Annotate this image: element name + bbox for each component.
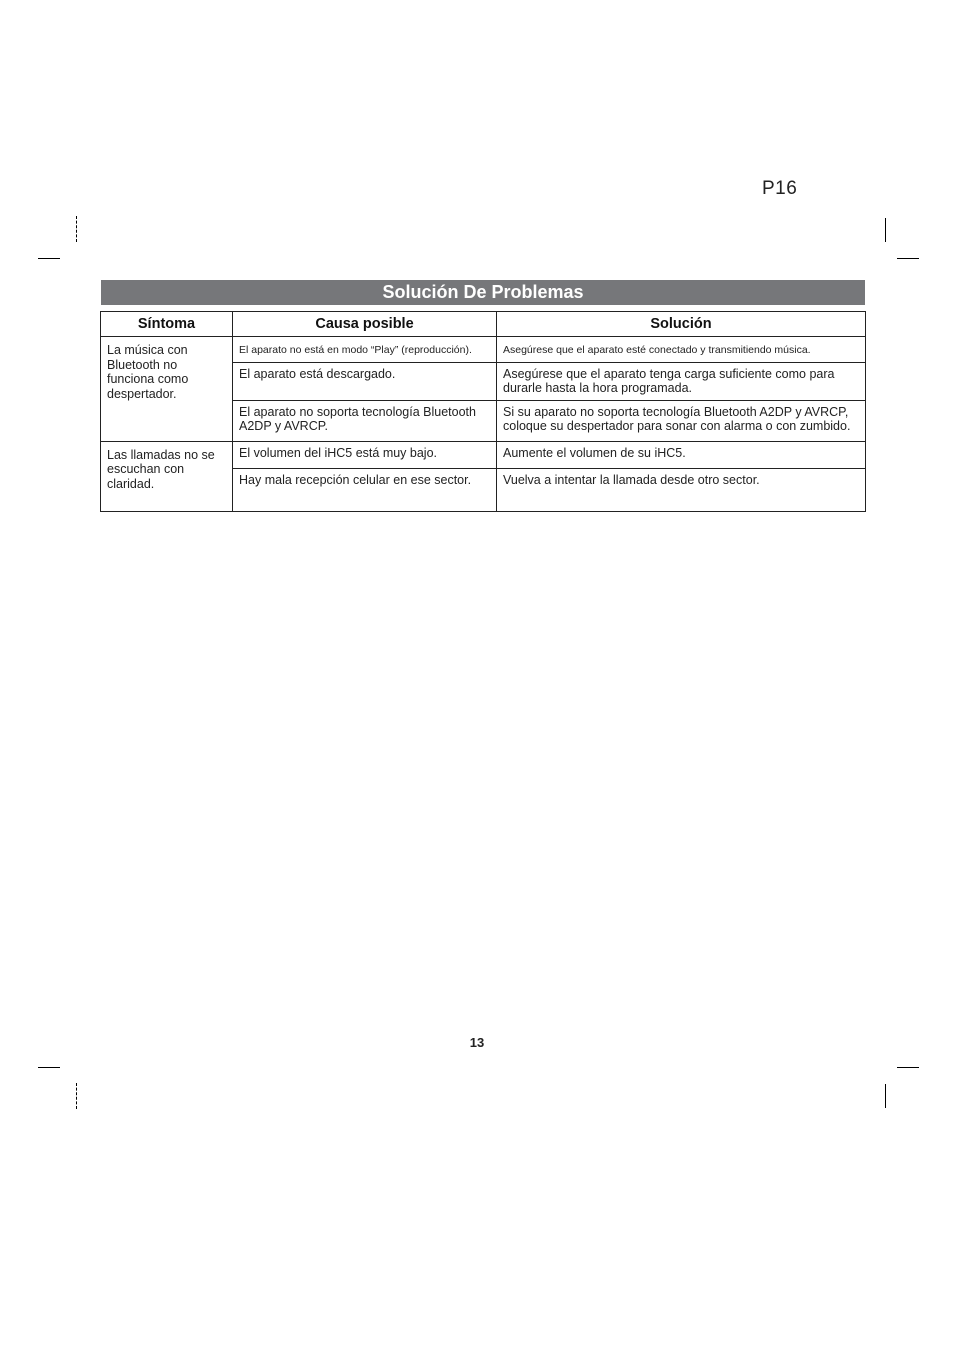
solution-cell: Vuelva a intentar la llamada desde otro sector. <box>497 468 866 511</box>
solution-cell: Asegúrese que el aparato esté conectado y transmitiendo música. <box>497 337 866 363</box>
table-header-row <box>101 312 866 337</box>
solution-cell: Asegúrese que el aparato tenga carga suficiente como para durarle hasta la hora programada. <box>497 362 866 400</box>
solution-cell: Aumente el volumen de su iHC5. <box>497 441 866 468</box>
crop-mark-bottom-right-vertical <box>885 1084 886 1108</box>
cause-cell: El aparato no soporta tecnología Bluetooth A2DP y AVRCP. <box>233 400 497 441</box>
cause-cell: El volumen del iHC5 está muy bajo. <box>233 441 497 468</box>
crop-mark-top-right-horizontal <box>897 258 919 259</box>
symptom-cell: La música con Bluetooth no funciona como despertador. <box>101 337 233 442</box>
crop-mark-bottom-right-horizontal <box>897 1067 919 1068</box>
cause-cell: El aparato no está en modo “Play” (reproducción). <box>233 337 497 363</box>
symptom-cell: Las llamadas no se escuchan con claridad. <box>101 441 233 511</box>
header-symptom: Síntoma <box>101 312 233 337</box>
header-solution: Solución <box>497 312 866 337</box>
crop-mark-top-left-horizontal <box>38 258 60 259</box>
crop-mark-bottom-left-horizontal <box>38 1067 60 1068</box>
page-number: 13 <box>469 1035 485 1050</box>
header-cause: Causa posible <box>233 312 497 337</box>
crop-mark-bottom-left-vertical <box>76 1083 77 1109</box>
table-row <box>101 337 866 363</box>
table-row <box>101 441 866 468</box>
solution-cell: Si su aparato no soporta tecnología Bluetooth A2DP y AVRCP, coloque su despertador para sonar con alarma o con zumbido. <box>497 400 866 441</box>
cause-cell: El aparato está descargado. <box>233 362 497 400</box>
cause-cell: Hay mala recepción celular en ese sector. <box>233 468 497 511</box>
troubleshooting-table <box>100 311 866 512</box>
crop-mark-top-right-vertical <box>885 218 886 242</box>
page-code: P16 <box>762 178 798 199</box>
section-title: Solución De Problemas <box>101 280 865 305</box>
crop-mark-top-left-vertical <box>76 216 77 242</box>
